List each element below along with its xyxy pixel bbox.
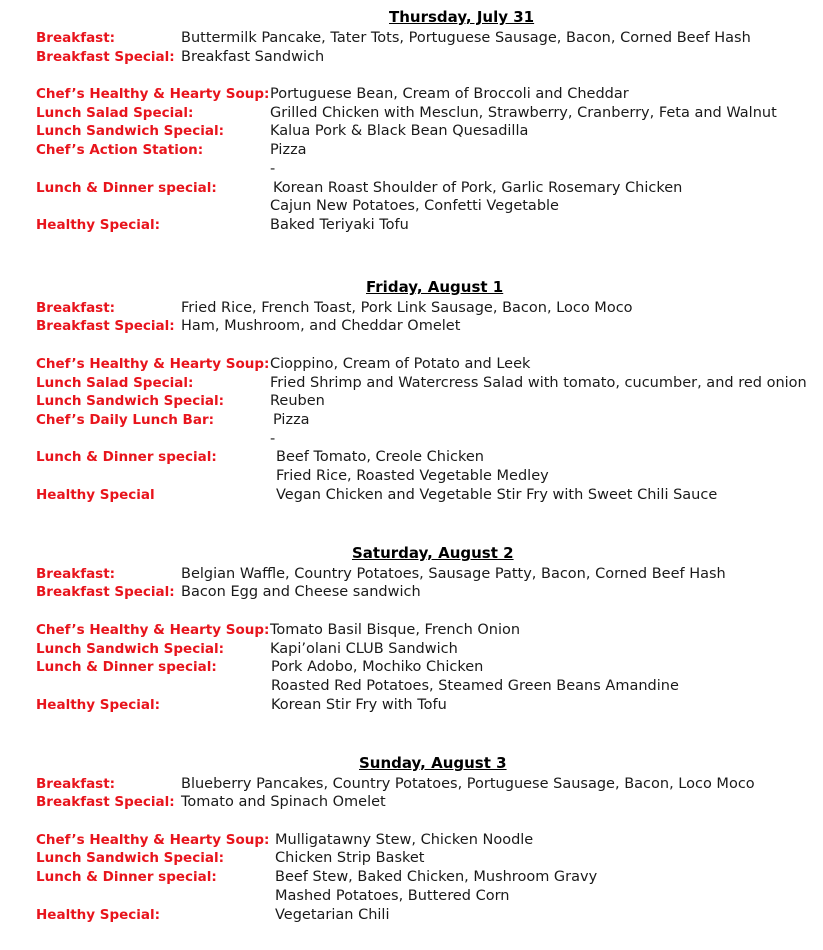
label-breakfast-special: Breakfast Special: <box>36 584 175 600</box>
value-breakfast: Fried Rice, French Toast, Pork Link Sausage, Bacon, Loco Moco <box>181 300 633 316</box>
label-lunch-salad: Lunch Salad Special: <box>36 105 194 121</box>
value-lunch-dinner-1: Pork Adobo, Mochiko Chicken <box>271 659 484 675</box>
label-healthy: Healthy Special: <box>36 697 161 713</box>
value-lunch-dinner-2: Fried Rice, Roasted Vegetable Medley <box>276 468 549 484</box>
label-daily-lunch-bar: Chef’s Daily Lunch Bar: <box>36 412 215 428</box>
label-soup: Chef’s Healthy & Hearty Soup: <box>36 622 270 638</box>
value-lunch-salad: Grilled Chicken with Mesclun, Strawberry, Cranberry, Feta and Walnut <box>270 105 777 121</box>
label-lunch-sandwich: Lunch Sandwich Special: <box>36 123 224 139</box>
label-soup: Chef’s Healthy & Hearty Soup: <box>36 86 270 102</box>
value-lunch-salad: Fried Shrimp and Watercress Salad with tomato, cucumber, and red onion <box>270 375 807 391</box>
day-heading-sunday: Sunday, August 3 <box>359 754 507 772</box>
value-healthy: Vegetarian Chili <box>275 907 390 923</box>
label-healthy: Healthy Special: <box>36 907 161 923</box>
label-healthy: Healthy Special <box>36 487 155 503</box>
value-breakfast-special: Tomato and Spinach Omelet <box>181 794 386 810</box>
label-lunch-dinner: Lunch & Dinner special: <box>36 180 217 196</box>
label-lunch-sandwich: Lunch Sandwich Special: <box>36 641 224 657</box>
label-breakfast: Breakfast: <box>36 566 116 582</box>
label-soup: Chef’s Healthy & Hearty Soup: <box>36 832 270 848</box>
value-breakfast: Belgian Waffle, Country Potatoes, Sausage Patty, Bacon, Corned Beef Hash <box>181 566 726 582</box>
label-healthy: Healthy Special: <box>36 217 161 233</box>
value-breakfast-special: Breakfast Sandwich <box>181 49 325 65</box>
value-lunch-dinner-1: Beef Stew, Baked Chicken, Mushroom Gravy <box>275 869 598 885</box>
value-daily-lunch-bar: Pizza <box>273 412 310 428</box>
value-lunch-sandwich: Reuben <box>270 393 325 409</box>
label-lunch-sandwich: Lunch Sandwich Special: <box>36 393 224 409</box>
label-breakfast-special: Breakfast Special: <box>36 794 175 810</box>
label-breakfast: Breakfast: <box>36 300 116 316</box>
label-lunch-dinner: Lunch & Dinner special: <box>36 659 217 675</box>
value-soup: Tomato Basil Bisque, French Onion <box>270 622 521 638</box>
value-lunch-dinner-2: Cajun New Potatoes, Confetti Vegetable <box>270 198 559 214</box>
label-lunch-dinner: Lunch & Dinner special: <box>36 869 217 885</box>
value-healthy: Baked Teriyaki Tofu <box>270 217 409 233</box>
label-soup: Chef’s Healthy & Hearty Soup: <box>36 356 270 372</box>
day-heading-friday: Friday, August 1 <box>366 278 504 296</box>
label-lunch-dinner: Lunch & Dinner special: <box>36 449 217 465</box>
value-soup: Mulligatawny Stew, Chicken Noodle <box>275 832 534 848</box>
value-lunch-dinner-2: Roasted Red Potatoes, Steamed Green Beans Amandine <box>271 678 679 694</box>
value-soup: Cioppino, Cream of Potato and Leek <box>270 356 531 372</box>
value-lunch-sandwich: Chicken Strip Basket <box>275 850 425 866</box>
day-heading-thursday: Thursday, July 31 <box>389 8 535 26</box>
label-breakfast-special: Breakfast Special: <box>36 49 175 65</box>
dash-separator: - <box>270 431 276 447</box>
label-breakfast-special: Breakfast Special: <box>36 318 175 334</box>
value-healthy: Korean Stir Fry with Tofu <box>271 697 447 713</box>
value-breakfast-special: Ham, Mushroom, and Cheddar Omelet <box>181 318 461 334</box>
value-lunch-dinner-2: Mashed Potatoes, Buttered Corn <box>275 888 510 904</box>
label-lunch-salad: Lunch Salad Special: <box>36 375 194 391</box>
dash-separator: - <box>270 161 276 177</box>
label-breakfast: Breakfast: <box>36 776 116 792</box>
value-lunch-sandwich: Kapi’olani CLUB Sandwich <box>270 641 458 657</box>
value-lunch-dinner-1: Beef Tomato, Creole Chicken <box>276 449 484 465</box>
value-breakfast: Blueberry Pancakes, Country Potatoes, Portuguese Sausage, Bacon, Loco Moco <box>181 776 755 792</box>
value-lunch-sandwich: Kalua Pork & Black Bean Quesadilla <box>270 123 529 139</box>
day-heading-saturday: Saturday, August 2 <box>352 544 514 562</box>
label-breakfast: Breakfast: <box>36 30 116 46</box>
value-breakfast: Buttermilk Pancake, Tater Tots, Portuguese Sausage, Bacon, Corned Beef Hash <box>181 30 751 46</box>
value-action-station: Pizza <box>270 142 307 158</box>
value-breakfast-special: Bacon Egg and Cheese sandwich <box>181 584 421 600</box>
value-healthy: Vegan Chicken and Vegetable Stir Fry with Sweet Chili Sauce <box>276 487 718 503</box>
label-lunch-sandwich: Lunch Sandwich Special: <box>36 850 224 866</box>
value-soup: Portuguese Bean, Cream of Broccoli and Cheddar <box>270 86 629 102</box>
label-action-station: Chef’s Action Station: <box>36 142 204 158</box>
value-lunch-dinner-1: Korean Roast Shoulder of Pork, Garlic Rosemary Chicken <box>273 180 683 196</box>
